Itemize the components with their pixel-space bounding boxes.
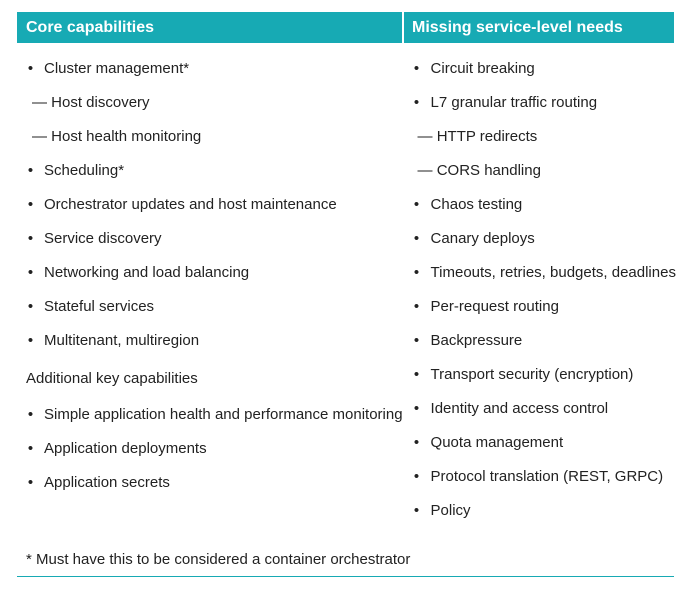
list-item-text: Networking and load balancing [44,264,250,281]
list-item-text: Service discovery [44,230,162,247]
bullet-icon: • [27,406,34,423]
list-item [403,262,676,296]
list-item [403,398,676,432]
list-item [17,194,403,228]
list-item-text: Application secrets [44,474,170,491]
list-item [403,296,676,330]
list-item [403,92,676,126]
list-item-text: Stateful services [44,298,155,315]
capabilities-table [17,12,674,534]
additional-capabilities-list [17,404,403,506]
bottom-rule [17,576,674,577]
list-item-text: Policy [430,502,471,519]
list-item-text: — Host discovery [32,94,150,111]
list-item [403,228,676,262]
footnote: * Must have this to be considered a container orchestrator [26,551,411,568]
list-item-text: Orchestrator updates and host maintenance [44,196,337,213]
list-item-text: Protocol translation (REST, GRPC) [430,468,664,485]
bullet-icon: • [27,332,34,349]
bullet-icon: • [413,332,420,349]
list-item [17,58,403,92]
bullet-icon: • [413,196,420,213]
list-item-text: Canary deploys [430,230,535,247]
list-item [17,228,403,262]
bullet-icon: • [413,434,420,451]
bullet-icon: • [413,94,420,111]
list-item-text: Quota management [430,434,564,451]
table-header [17,12,674,43]
bullet-icon: • [413,264,420,281]
bullet-icon: • [27,196,34,213]
bullet-icon: • [413,468,420,485]
missing-needs-column [403,43,676,534]
list-item-text: — CORS handling [417,162,541,179]
bullet-icon: • [27,440,34,457]
list-item-text: Cluster management* [44,60,190,77]
list-item [403,466,676,500]
list-item [403,194,676,228]
bullet-icon: • [27,264,34,281]
bullet-icon: • [27,474,34,491]
bullet-icon: • [413,366,420,383]
list-item-text: Backpressure [430,332,523,349]
list-item [403,364,676,398]
list-item-text: Multitenant, multiregion [44,332,200,349]
list-item [17,160,403,194]
list-item-text: Application deployments [44,440,207,457]
list-item-text: Circuit breaking [430,60,535,77]
list-item [403,330,676,364]
bullet-icon: • [413,400,420,417]
list-item [17,404,403,438]
bullet-icon: • [27,230,34,247]
list-item-text: Simple application health and performance monitoring [44,406,403,423]
list-item [17,262,403,296]
bullet-icon: • [27,162,34,179]
list-item-text: Transport security (encryption) [430,366,634,383]
core-capabilities-column [17,43,403,534]
missing-needs-list [403,58,676,534]
list-item [403,160,676,194]
list-item [17,438,403,472]
header-missing-service-level-needs: Missing service-level needs [412,19,623,36]
header-core-capabilities: Core capabilities [17,12,404,43]
core-capabilities-list [17,58,403,364]
bullet-icon: • [413,60,420,77]
bullet-icon: • [413,502,420,519]
list-item-text: Identity and access control [430,400,609,417]
table-body [17,43,674,534]
list-item-text: L7 granular traffic routing [430,94,598,111]
list-item [403,58,676,92]
list-item [403,432,676,466]
list-item [17,296,403,330]
list-item-text: Timeouts, retries, budgets, deadlines [430,264,676,281]
list-item [403,126,676,160]
bullet-icon: • [413,230,420,247]
bullet-icon: • [413,298,420,315]
list-item [17,472,403,506]
list-item-text: Chaos testing [430,196,523,213]
list-item-text: — Host health monitoring [32,128,202,145]
list-item-text: — HTTP redirects [417,128,538,145]
bullet-icon: • [27,298,34,315]
list-item [403,500,676,534]
additional-capabilities-heading: Additional key capabilities [26,370,198,387]
list-item-text: Per-request routing [430,298,559,315]
list-item [17,126,403,160]
list-item-text: Scheduling* [44,162,125,179]
list-item [17,330,403,364]
bullet-icon: • [27,60,34,77]
list-item [17,92,403,126]
